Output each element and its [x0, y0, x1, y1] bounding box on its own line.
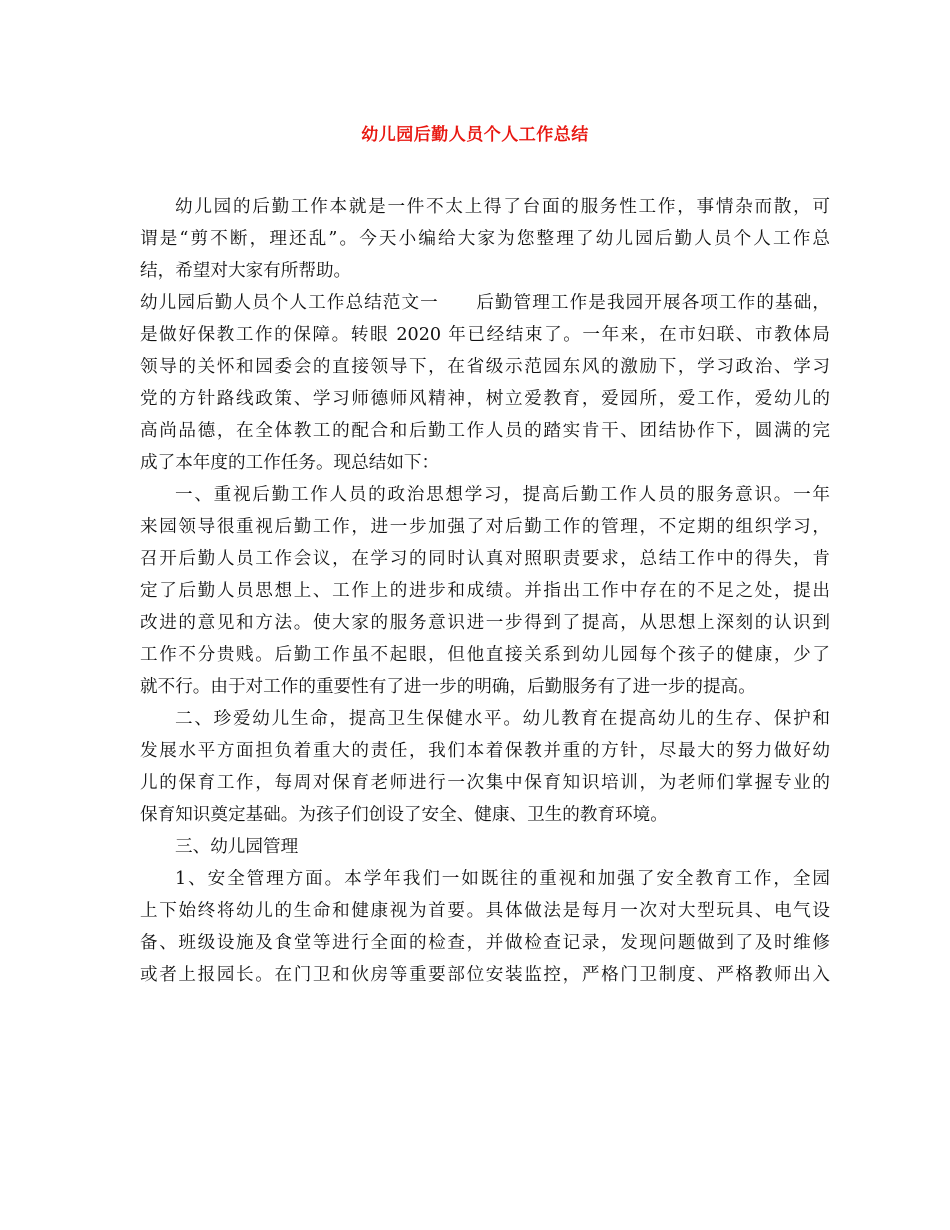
text-line: 幼儿园的后勤工作本就是一件不太上得了台面的服务性工作，事情杂而散，可	[175, 197, 830, 217]
document-body	[140, 191, 830, 991]
text-line: 改进的意见和方法。使大家的服务意识进一步得到了提高，从思想上深刻的认识到	[140, 613, 830, 633]
text-line: 三、幼儿园管理	[175, 837, 299, 857]
text-line: 保育知识奠定基础。为孩子们创设了安全、健康、卫生的教育环境。	[140, 805, 668, 825]
text-line: 或者上报园长。在门卫和伙房等重要部位安装监控，严格门卫制度、严格教师出入	[140, 965, 830, 985]
text-line: 领导的关怀和园委会的直接领导下，在省级示范园东风的激励下，学习政治、学习	[140, 357, 830, 377]
text-line: 工作不分贵贱。后勤工作虽不起眼，但他直接关系到幼儿园每个孩子的健康，少了	[140, 645, 830, 665]
text-line: 结，希望对大家有所帮助。	[140, 261, 352, 281]
text-line: 一、重视后勤工作人员的政治思想学习，提高后勤工作人员的服务意识。一年	[175, 485, 830, 505]
text-line: 召开后勤人员工作会议，在学习的同时认真对照职责要求，总结工作中的得失，肯	[140, 549, 830, 569]
text-line: 定了后勤人员思想上、工作上的进步和成绩。并指出工作中存在的不足之处，提出	[140, 581, 830, 601]
text-line: 幼儿园后勤人员个人工作总结范文一 后勤管理工作是我园开展各项工作的基础，	[140, 293, 830, 313]
text-line: 儿的保育工作，每周对保育老师进行一次集中保育知识培训，为老师们掌握专业的	[140, 773, 830, 793]
text-line: 谓是“剪不断，理还乱”。今天小编给大家为您整理了幼儿园后勤人员个人工作总	[140, 229, 830, 249]
text-line: 二、珍爱幼儿生命，提高卫生保健水平。幼儿教育在提高幼儿的生存、保护和	[175, 709, 830, 729]
text-line: 备、班级设施及食堂等进行全面的检查，并做检查记录，发现问题做到了及时维修	[140, 933, 830, 953]
text-line: 就不行。由于对工作的重要性有了进一步的明确，后勤服务有了进一步的提高。	[140, 677, 756, 697]
document-title: 幼儿园后勤人员个人工作总结	[361, 125, 589, 145]
text-line: 上下始终将幼儿的生命和健康视为首要。具体做法是每月一次对大型玩具、电气设	[140, 901, 830, 921]
text-line: 1、安全管理方面。本学年我们一如既往的重视和加强了安全教育工作，全园	[175, 869, 830, 889]
text-line: 成了本年度的工作任务。现总结如下：	[140, 453, 440, 473]
text-line: 是做好保教工作的保障。转眼 2020 年已经结束了。一年来，在市妇联、市教体局	[140, 325, 830, 345]
text-line: 党的方针路线政策、学习师德师风精神，树立爱教育，爱园所，爱工作，爱幼儿的	[140, 389, 830, 409]
text-line: 发展水平方面担负着重大的责任，我们本着保教并重的方针，尽最大的努力做好幼	[140, 741, 830, 761]
text-line: 高尚品德，在全体教工的配合和后勤工作人员的踏实肯干、团结协作下，圆满的完	[140, 421, 830, 441]
text-line: 来园领导很重视后勤工作，进一步加强了对后勤工作的管理，不定期的组织学习，	[140, 517, 830, 537]
